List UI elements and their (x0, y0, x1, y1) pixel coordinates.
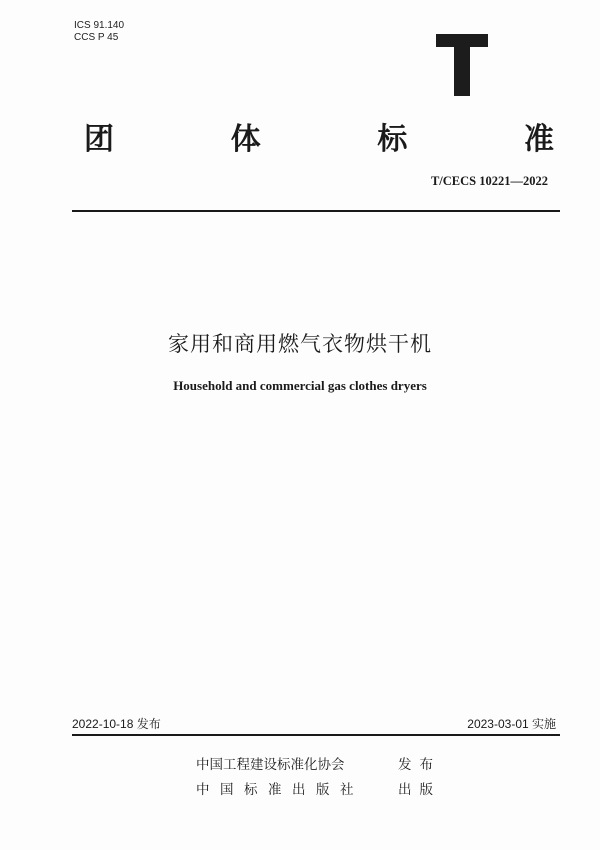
ccs-code: CCS P 45 (74, 32, 119, 43)
t-logo-icon (436, 34, 488, 96)
bottom-divider (72, 734, 560, 736)
document-title-en: Household and commercial gas clothes dryers (173, 378, 427, 393)
publisher-action: 发布 (398, 757, 441, 773)
standard-number: T/CECS 10221—2022 (430, 174, 548, 188)
ics-code: ICS 91.140 (74, 20, 125, 31)
publisher-org: 中国标准出版社 (196, 782, 364, 798)
publisher-row (196, 753, 441, 773)
implement-date: 2023-03-01 实施 (467, 717, 556, 731)
publish-date: 2022-10-18 发布 (72, 717, 161, 731)
classification-codes (74, 20, 124, 44)
document-title-cn: 家用和商用燃气衣物烘干机 (168, 332, 432, 356)
publisher-action: 出版 (398, 782, 441, 798)
standard-type-char: 团 (84, 122, 114, 157)
standard-type-char: 标 (377, 122, 408, 157)
standard-type-char: 准 (523, 122, 554, 157)
publisher-org: 中国工程建设标准化协会 (196, 757, 345, 773)
standard-type-char: 体 (230, 122, 261, 157)
top-divider (72, 210, 560, 212)
publisher-row (196, 778, 441, 798)
standard-type-heading (84, 114, 554, 158)
